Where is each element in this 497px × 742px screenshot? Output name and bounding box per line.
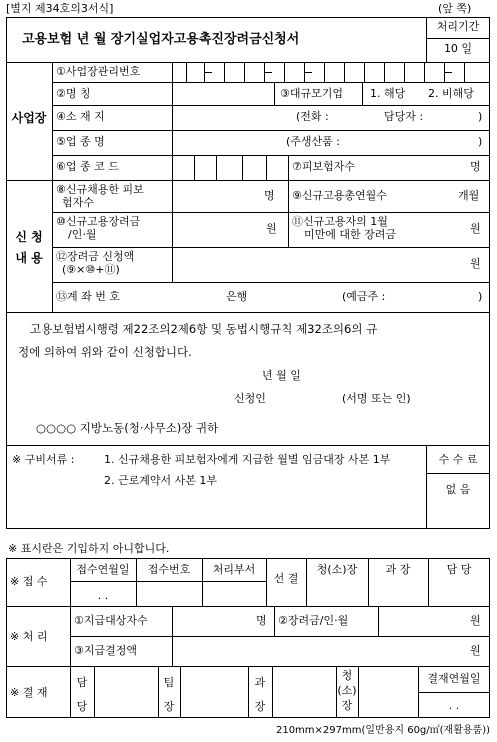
approval-section-label: 과 장 — [254, 676, 266, 713]
process-label: ※ 처 리 — [10, 630, 48, 643]
section-apply-2: 내 용 — [15, 251, 43, 265]
account-number-label: ⑬계 좌 번 호 — [56, 290, 120, 303]
signature-field[interactable]: (서명 또는 인) — [342, 392, 411, 405]
industry-code-label: ⑥업 종 코 드 — [56, 160, 119, 173]
total-months-label: ⑨신규고용총연월수 — [292, 189, 387, 202]
claim-amount-label-2: (⑨×⑩+⑪) — [62, 263, 120, 276]
chief-header: 청(소)장 — [316, 563, 358, 576]
receipt-number-input[interactable] — [136, 582, 202, 606]
fee-value: 없 음 — [445, 483, 471, 496]
subsidy-rate-unit: 원 — [470, 614, 481, 627]
bank-label: 은행 — [226, 290, 248, 303]
new-hires-unit: 명 — [264, 189, 275, 202]
approval-section-sign[interactable] — [272, 666, 336, 718]
recipient-office: ○○○○ 지방노동(청·사무소)장 귀하 — [36, 421, 219, 435]
fee-label: 수 수 료 — [438, 453, 478, 466]
industry-code-input[interactable] — [172, 155, 288, 180]
approval-date-input[interactable]: . . — [448, 699, 460, 712]
approval-label: ※ 결 재 — [10, 686, 48, 699]
processing-period-label: 처리기간 — [436, 20, 480, 33]
subsidy-per-person-unit: 원 — [266, 222, 277, 235]
approval-officer-label: 담 당 — [76, 676, 88, 713]
contact-person-label: 담당자 : — [384, 110, 424, 123]
business-registration-input[interactable] — [172, 62, 490, 82]
page-side-label: (앞 쪽) — [438, 2, 472, 15]
applicant-label: 신청인 — [234, 392, 266, 405]
approval-chief-sign[interactable] — [358, 666, 418, 718]
product-close-paren: ) — [478, 135, 483, 148]
under-one-month-unit: 원 — [470, 222, 481, 235]
business-registration-label: ①사업장관리번호 — [56, 65, 141, 78]
section-business: 사업장 — [11, 111, 47, 125]
industry-name-label: ⑤업 종 명 — [56, 135, 105, 148]
new-hires-label-1: ⑧신규채용한 피보 — [56, 183, 144, 196]
company-name-input[interactable] — [172, 82, 274, 105]
section-apply-1: 신 청 — [15, 230, 43, 244]
prior-decision-label: 선 결 — [273, 572, 299, 585]
subsidy-per-person-label-2: /인·월 — [68, 228, 97, 241]
approval-team-sign[interactable] — [180, 666, 248, 718]
processing-dept-input[interactable] — [202, 582, 266, 606]
declaration-line-1: 고용보험법시행령 제22조의2제6항 및 동법시행규칙 제32조의6의 규 — [30, 322, 378, 336]
under-one-month-label-2: 미만에 대한 장려금 — [304, 228, 397, 241]
decided-amount-unit: 원 — [470, 644, 481, 657]
approval-chief-label: 청 (소) 장 — [337, 669, 357, 712]
under-one-month-label-1: ⑪신규고용자의 1월 — [292, 215, 388, 228]
address-input[interactable] — [172, 105, 490, 130]
approval-officer-sign[interactable] — [94, 666, 158, 718]
processing-dept-header: 처리부서 — [212, 563, 256, 576]
insured-count-label: ⑦피보험자수 — [292, 160, 355, 173]
address-close-paren: ) — [478, 110, 483, 123]
payment-target-unit: 명 — [256, 614, 267, 627]
new-hires-label-2: 험자수 — [62, 196, 94, 209]
total-months-unit: 개월 — [458, 189, 480, 202]
claim-amount-unit: 원 — [470, 257, 481, 270]
large-enterprise-yes-option[interactable]: 1. 해당 — [370, 87, 406, 100]
payment-target-label: ①지급대상자수 — [74, 614, 148, 627]
declaration-line-2: 정에 의하여 위와 같이 신청합니다. — [18, 345, 192, 359]
approval-date-label: 결재연월일 — [427, 672, 481, 685]
form-title: 고용보험 년 월 장기실업자고용촉진장려금신청서 — [22, 32, 300, 47]
decided-amount-label: ③지급결정액 — [74, 644, 137, 657]
claim-amount-label-1: ⑫장려금 신청액 — [56, 250, 135, 263]
depositor-label: (예금주 : — [342, 290, 386, 303]
insured-count-unit: 명 — [470, 160, 481, 173]
account-number-input[interactable] — [172, 282, 490, 312]
large-enterprise-no-option[interactable]: 2. 비해당 — [428, 87, 474, 100]
company-name-label: ②명 칭 — [56, 87, 91, 100]
receipt-number-header: 접수번호 — [147, 563, 191, 576]
receipt-label: ※ 접 수 — [10, 575, 48, 588]
officer-header: 담 당 — [446, 563, 472, 576]
subsidy-rate-label: ②장려금/인·월 — [278, 614, 349, 627]
receipt-date-header: 접수연월일 — [76, 563, 130, 576]
required-docs-label: ※ 구비서류 : — [12, 453, 75, 466]
approval-team-label: 팀 장 — [163, 676, 175, 713]
processing-period-value: 10 일 — [443, 42, 473, 55]
paper-spec-footer: 210mm×297mm(일반용지 60g/㎡(재활용품)) — [275, 725, 490, 736]
subsidy-per-person-label-1: ⑩신규고용장려금 — [56, 215, 141, 228]
required-doc-2: 2. 근로계약서 사본 1부 — [104, 474, 217, 487]
large-enterprise-label: ③대규모기업 — [280, 87, 343, 100]
address-label: ④소 재 지 — [56, 110, 105, 123]
main-product-label: (주생산품 : — [286, 135, 340, 148]
depositor-close-paren: ) — [478, 290, 483, 303]
claim-amount-input[interactable] — [172, 247, 490, 282]
required-doc-1: 1. 신규채용한 피보험자에게 지급한 월별 임금대장 사본 1부 — [104, 453, 391, 466]
form-number: [별지 제34호의3서식] — [6, 2, 114, 15]
office-use-note: ※ 표시란은 기입하지 아니합니다. — [8, 542, 170, 555]
phone-label: (전화 : — [296, 110, 329, 123]
section-head-header: 과 장 — [385, 563, 411, 576]
declaration-date[interactable]: 년 월 일 — [262, 369, 301, 382]
receipt-date-input[interactable]: . . — [97, 589, 109, 602]
